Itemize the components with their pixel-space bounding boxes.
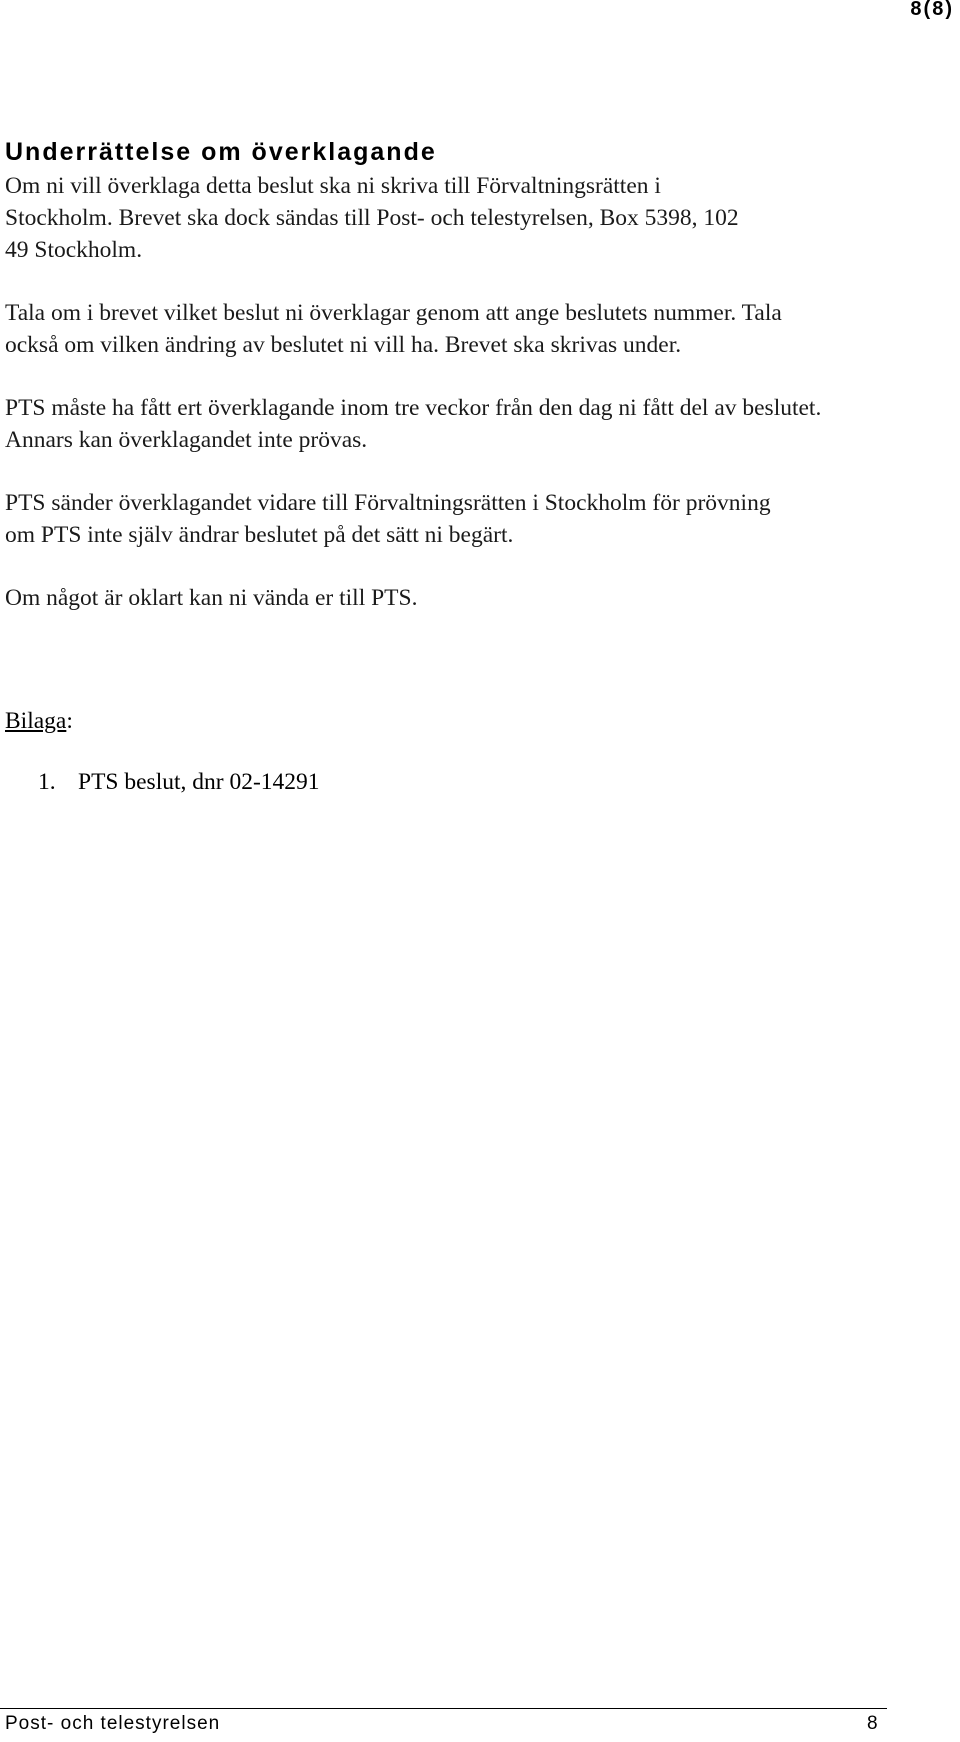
attachments-label: Bilaga — [5, 708, 67, 734]
paragraph-appeal-address: Om ni vill överklaga detta beslut ska ni skriva till Förvaltningsrätten i Stockholm. Brevet ska dock sändas till Post- och telestyrelsen, Box 5398, 102 49 Stockholm. — [5, 173, 739, 263]
paragraph-appeal-forwarding: PTS sänder överklagandet vidare till Förvaltningsrätten i Stockholm för prövning om PTS inte själv ändrar beslutet på det sätt ni begärt. — [5, 490, 771, 548]
attachments-label-suffix: : — [66, 708, 73, 734]
list-item — [5, 766, 905, 798]
section-heading: Underrättelse om överklagande — [5, 138, 437, 166]
attachments-list — [5, 766, 905, 798]
paragraph-appeal-content: Tala om i brevet vilket beslut ni överklagar genom att ange beslutets nummer. Tala också om vilken ändring av beslutet ni vill ha. Brevet ska skrivas under. — [5, 300, 782, 358]
paragraph-contact: Om något är oklart kan ni vända er till PTS. — [5, 585, 418, 611]
attachment-number: 1. — [38, 769, 56, 795]
attachments-heading — [5, 705, 905, 737]
attachment-text: PTS beslut, dnr 02-14291 — [78, 769, 320, 795]
paragraph-appeal-deadline: PTS måste ha fått ert överklagande inom tre veckor från den dag ni fått del av beslutet. Annars kan överklagandet inte prövas. — [5, 395, 822, 453]
footer-divider — [0, 1708, 887, 1709]
footer-organization: Post- och telestyrelsen — [5, 1713, 221, 1734]
footer-page-number: 8 — [867, 1713, 878, 1734]
document-body — [5, 136, 905, 798]
page-number: 8(8) — [910, 0, 954, 20]
